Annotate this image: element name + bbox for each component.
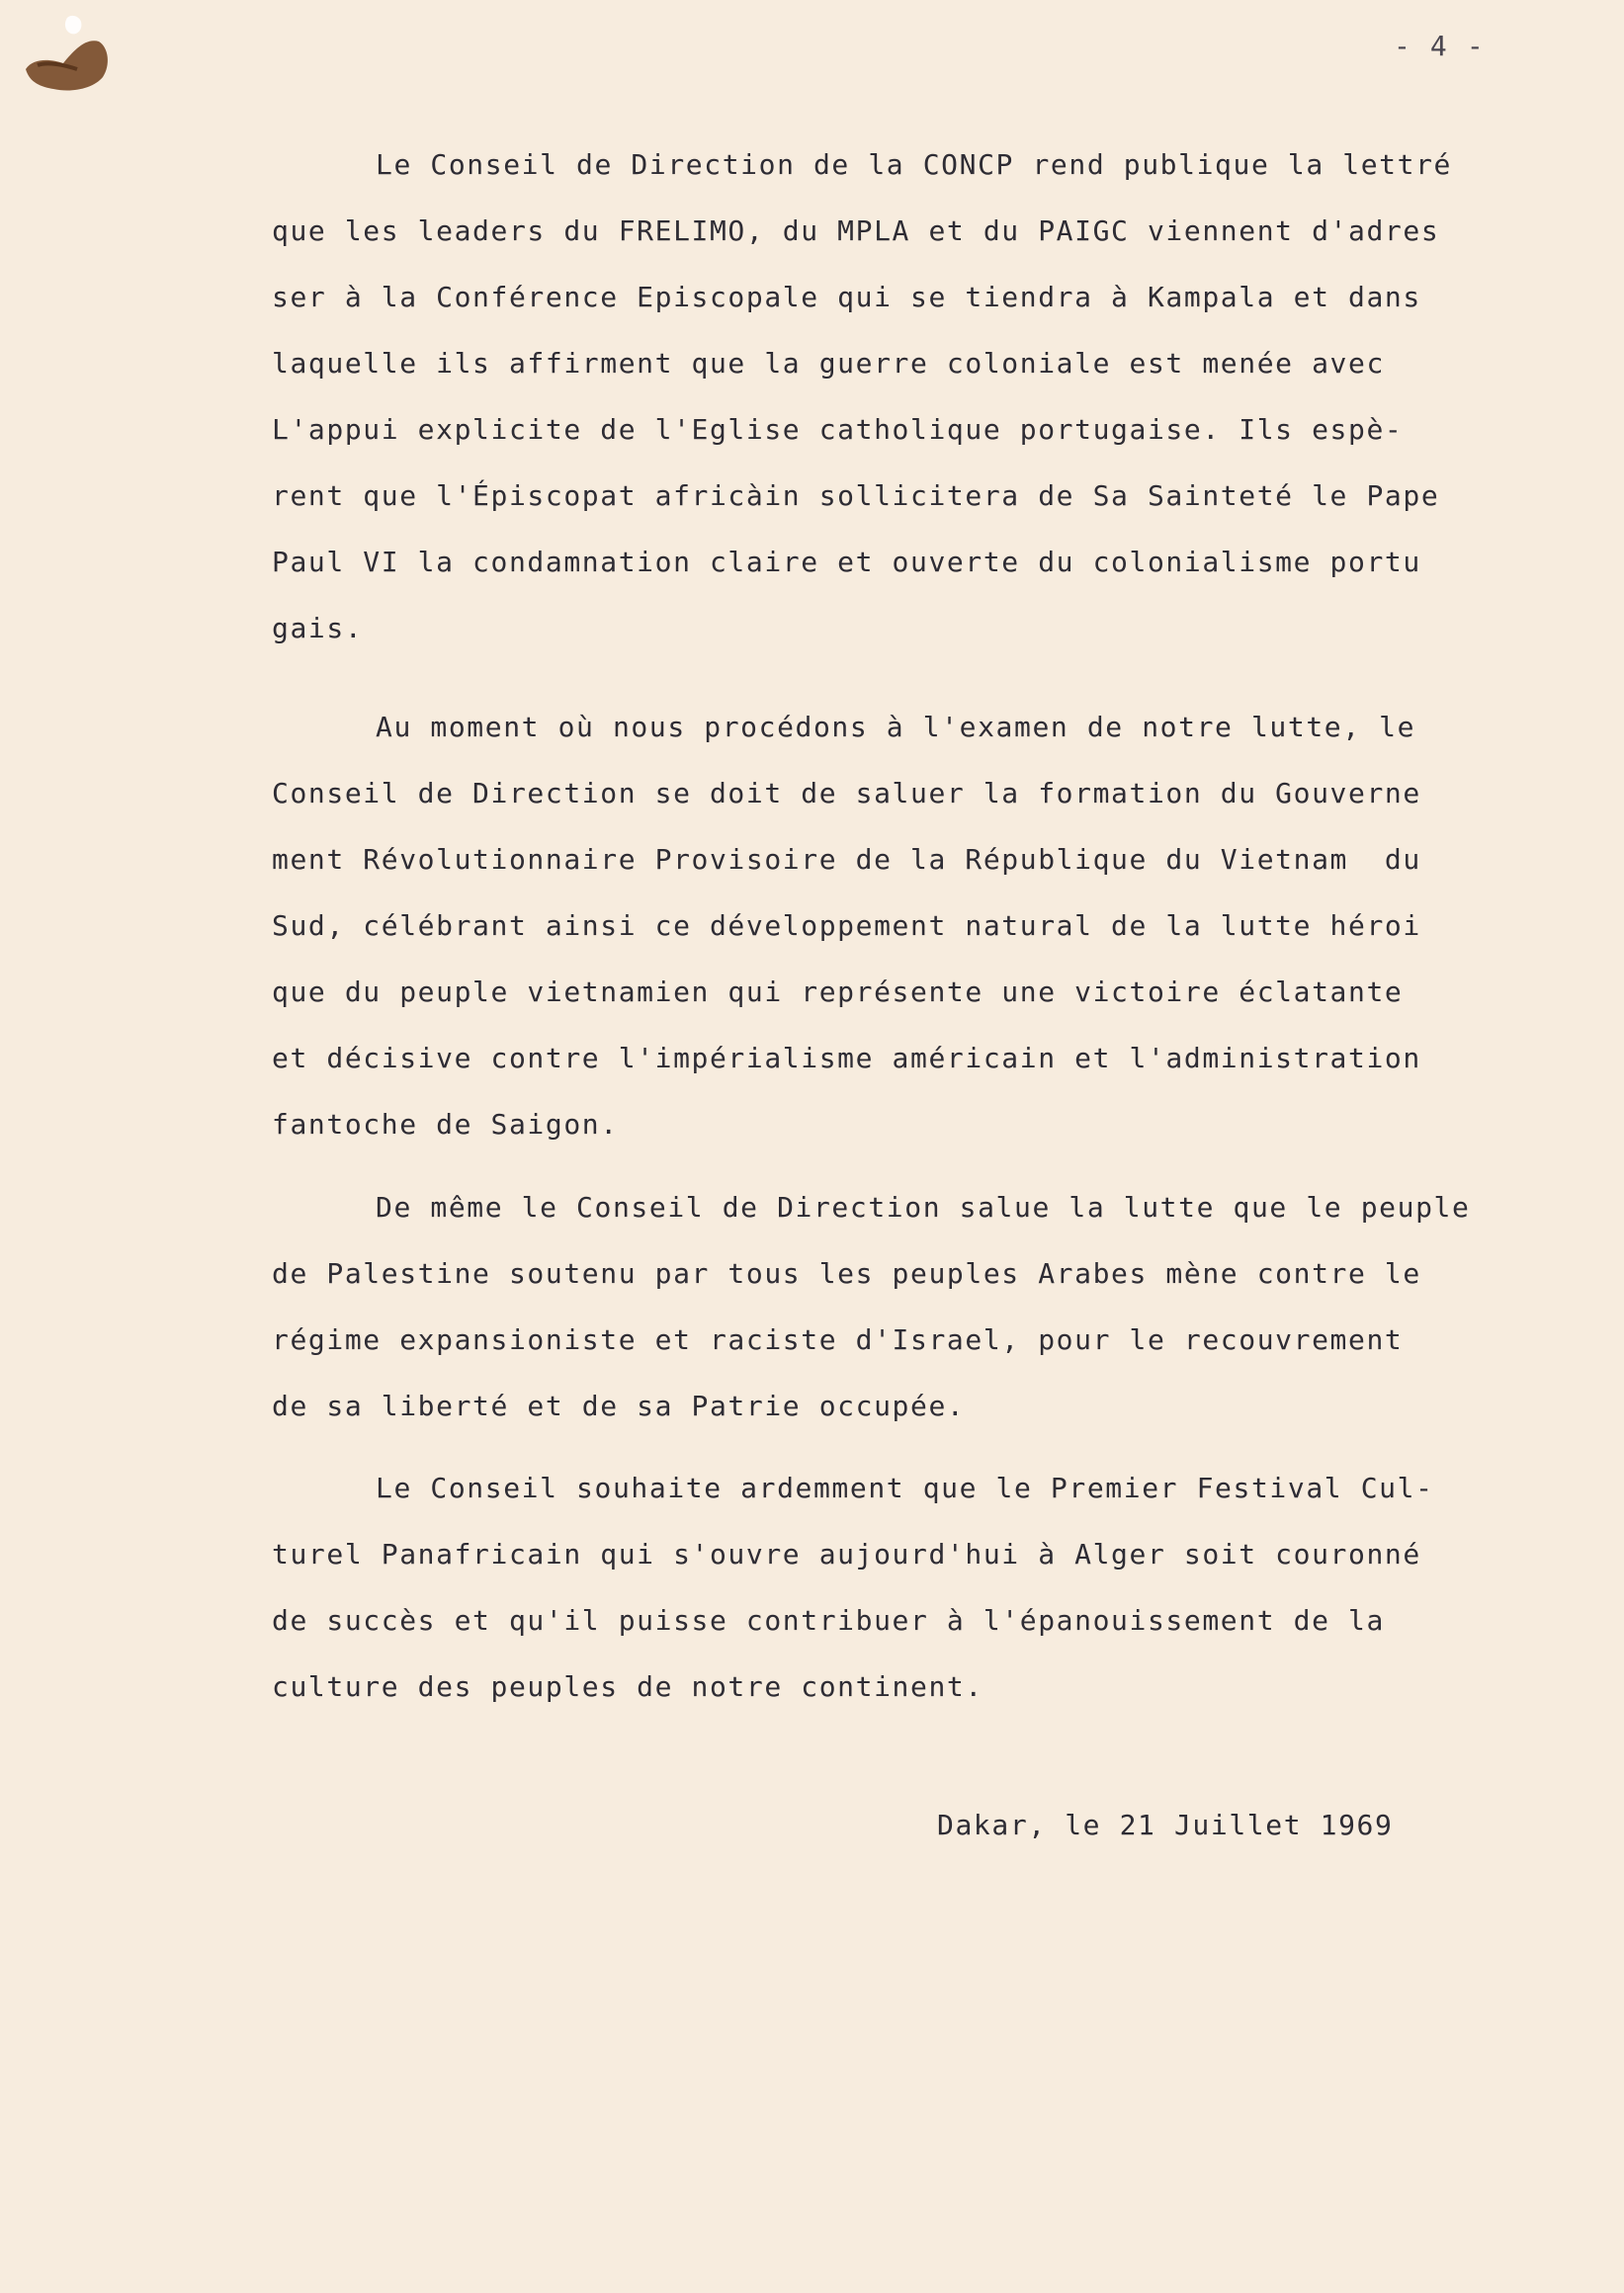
text-line: Sud, célébrant ainsi ce développement natural de la lutte héroi bbox=[272, 909, 1421, 942]
text-line: ser à la Conférence Episcopale qui se tiendra à Kampala et dans bbox=[272, 281, 1421, 313]
text-line: ment Révolutionnaire Provisoire de la République du Vietnam du bbox=[272, 843, 1421, 876]
page-number: - 4 - bbox=[1394, 30, 1486, 62]
text-line: turel Panafricain qui s'ouvre aujourd'hui à Alger soit couronné bbox=[272, 1538, 1421, 1571]
ink-stain-mark bbox=[8, 8, 117, 102]
text-line: De même le Conseil de Direction salue la lutte que le peuple bbox=[376, 1191, 1471, 1224]
text-line: de succès et qu'il puisse contribuer à l'épanouissement de la bbox=[272, 1604, 1385, 1637]
paragraph-palestine bbox=[272, 1174, 1577, 1439]
text-line: Paul VI la condamnation claire et ouverte du colonialisme portu bbox=[272, 546, 1421, 578]
text-line: fantoche de Saigon. bbox=[272, 1108, 619, 1141]
text-line: de Palestine soutenu par tous les peuples Arabes mène contre le bbox=[272, 1257, 1421, 1290]
text-line: Le Conseil de Direction de la CONCP rend publique la lettré bbox=[376, 148, 1452, 181]
text-line: que les leaders du FRELIMO, du MPLA et du PAIGC viennent d'adres bbox=[272, 214, 1440, 247]
text-line: gais. bbox=[272, 612, 364, 644]
text-line: et décisive contre l'impérialisme américain et l'administration bbox=[272, 1042, 1421, 1074]
text-line: Le Conseil souhaite ardemment que le Premier Festival Cul- bbox=[376, 1472, 1434, 1504]
paragraph-concp-letter bbox=[272, 131, 1577, 661]
text-line: Au moment où nous procédons à l'examen de notre lutte, le bbox=[376, 711, 1416, 743]
text-line: de sa liberté et de sa Patrie occupée. bbox=[272, 1390, 966, 1422]
paragraph-festival bbox=[272, 1455, 1577, 1720]
paragraph-vietnam bbox=[272, 694, 1577, 1157]
text-line: L'appui explicite de l'Eglise catholique portugaise. Ils espè- bbox=[272, 413, 1404, 446]
text-line: laquelle ils affirment que la guerre coloniale est menée avec bbox=[272, 347, 1385, 380]
text-line: culture des peuples de notre continent. bbox=[272, 1670, 983, 1703]
text-line: Conseil de Direction se doit de saluer la formation du Gouverne bbox=[272, 777, 1421, 809]
text-line: que du peuple vietnamien qui représente une victoire éclatante bbox=[272, 976, 1404, 1008]
text-line: rent que l'Épiscopat africàin sollicitera de Sa Sainteté le Pape bbox=[272, 479, 1440, 512]
text-line: régime expansioniste et raciste d'Israel, pour le recouvrement bbox=[272, 1323, 1404, 1356]
place-date-line: Dakar, le 21 Juillet 1969 bbox=[937, 1809, 1394, 1841]
